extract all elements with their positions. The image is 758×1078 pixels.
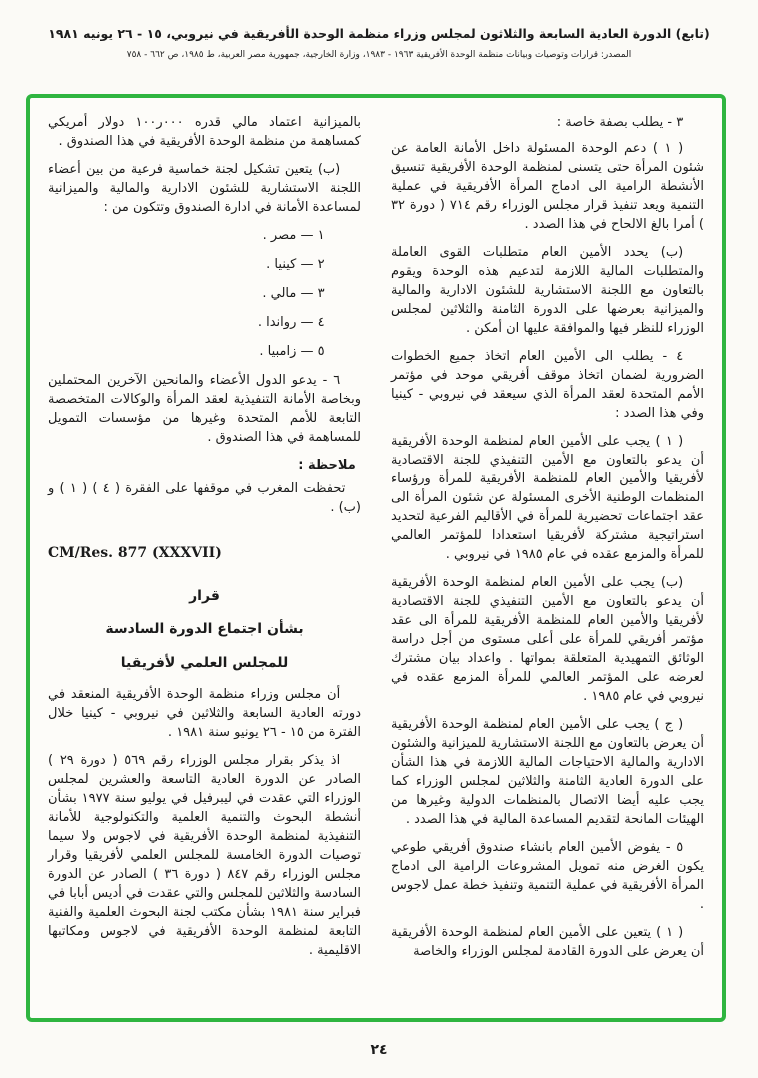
paragraph: ( ١ ) يجب على الأمين العام لمنظمة الوحدة الأفريقية أن يدعو بالتعاون مع الأمين التنفيذي للجنة الاقتصادية لأفريقيا والأمين العام للمنظمة الأفريقية للمرأة ورؤساء المنظمات الوطنية الأخرى المسئولة عن شئون المرأة الى عقد اجتماعات تحضيرية للمرأة في الأقاليم الفرعية لتحديد استراتيجية مشتركة لأفريقيا استعدادا للمؤتمر العالمي للمرأة والمزمع عقده في عام ١٩٨٥ في نيروبي . (391, 433, 704, 563)
list-item: ٣ — مالي . (262, 285, 325, 301)
content-border-box (26, 94, 726, 1022)
paragraph: ٥ - يفوض الأمين العام بانشاء صندوق أفريقي طوعي يكون الغرض منه تمويل المشروعات الرامية الى ادماج المرأة الأفريقية في عملية التنمية وتنفيذ خطة عمل لاجوس . (391, 839, 704, 912)
resolution-subtitle: بشأن اجتماع الدورة السادسة (105, 621, 304, 638)
paragraph: (ب) يتعين تشكيل لجنة خماسية فرعية من بين أعضاء اللجنة الاستشارية للشئون الادارية والمالية والميزانية لمساعدة الأمانة في ادارة الصندوق وتتكون من : (48, 161, 361, 215)
paragraph: (ب) يجب على الأمين العام لمنظمة الوحدة الأفريقية أن يدعو بالتعاون مع الأمين التنفيذي للجنة الاقتصادية لأفريقيا والأمين العام للمنظمة الأفريقية للمرأة الى عقد مؤتمر أفريقي للمرأة على أعلى مستوى من أجل دراسة الوثائق التمهيدية المتعلقة بمواتها . واعداد بيان مشترك لعرضه على المؤتمر العالمي للمرأة المزمع عقده في نيروبي في عام ١٩٨٥ . (391, 575, 704, 705)
list-item: ٢ — كينيا . (266, 256, 325, 272)
header-title: (تابع) الدورة العادية السابعة والثلاثون لمجلس وزراء منظمة الوحدة الأفريقية في نيروبي، ١٥ - ٢٦ يونيه ١٩٨١ (48, 26, 710, 41)
two-column-layout (48, 114, 704, 1008)
paragraph: (ب) يحدد الأمين العام متطلبات القوى العاملة والمتطلبات المالية اللازمة لتدعيم هذه الوحدة ويقوم بالتعاون مع اللجنة الاستشارية للشئون الادارية والمالية والميزانية بعرضها على الدورة الثامنة والثلاثين لمجلس الوزراء للنظر فيها والموافقة عليها ان أمكن . (391, 244, 704, 336)
header-source-line: المصدر: قرارات وتوصيات وبيانات منظمة الوحدة الأفريقية ١٩٦٣ - ١٩٨٣، وزارة الخارجية، جمهورية مصر العربية، ط ١٩٨٥، ص ٦٦٢ - ٧٥٨ (126, 50, 632, 60)
paragraph: اذ يذكر بقرار مجلس الوزراء رقم ٥٦٩ ( دورة ٢٩ ) الصادر عن الدورة العادية التاسعة والعشرين لمجلس الوزراء التي عقدت في ليبرفيل في يوليو سنة ١٩٧٧ بشأن أنشطة البحوث والتنمية العلمية والتكنولوجية للأمانة التنفيذية لمنظمة الوحدة الأفريقية في لاجوس ولا سيما توصيات الدورة الخامسة للمجلس العلمي لأفريقيا وقرار مجلس الوزراء رقم ٨٤٧ ( دورة ٣٦ ) الصادر عن الدورة السادسة والثلاثين للمجلس والتي عقدت في أديس أبابا في فبراير سنة ١٩٨١ بشأن مكتب لجنة البحوث العلمية والفنية التابعة لمنظمة الوحدة الأفريقية في لاجوس ومكاتبها الاقليمية . (48, 753, 362, 958)
page-header (0, 0, 758, 60)
paragraph: أن مجلس وزراء منظمة الوحدة الأفريقية المنعقد في دورته العادية السابعة والثلاثين في نيروبي - كينيا خلال الفترة من ١٥ - ٢٦ يونيو سنة ١٩٨١ . (48, 687, 361, 741)
paragraph: ( ١ ) دعم الوحدة المسئولة داخل الأمانة العامة عن شئون المرأة حتى يتسنى لمنظمة الوحدة الأفريقية تنسيق الأنشطة الرامية الى ادماج المرأة الأفريقية في عملية التنمية ويعد تنفيذ قرار مجلس الوزراء رقم ٧١٤ ( دورة ٣٢ ) أمرا بالغ الالحاح في هذا الصدد . (391, 140, 705, 232)
paragraph: ( ١ ) يتعين على الأمين العام لمنظمة الوحدة الأفريقية أن يعرض على الدورة القادمة لمجلس الوزراء والخاصة (391, 924, 704, 959)
note-body: تحفظت المغرب في موقفها على الفقرة ( ٤ ) ( ١ ) و (ب) . (48, 480, 361, 515)
list-item: ٥ — زامبيا . (259, 343, 325, 359)
list-item: ١ — مصر . (262, 227, 325, 243)
right-column (391, 114, 704, 1008)
resolution-id: CM/Res. 877 (XXXVII) (48, 545, 222, 562)
paragraph: ( ج ) يجب على الأمين العام لمنظمة الوحدة الأفريقية أن يعرض بالتعاون مع اللجنة الاستشارية للميزانية والشئون الادارية والمالية الاحتياجات المالية اللازمة في هذا الشأن على الدورة العادية الثامنة والثلاثين لمجلس الوزراء كما يجب عليه أيضا الاتصال بالمنظمات الدولية وغيرها من الهيئات المانحة لتقديم المساعدة المالية في هذا الصدد . (391, 717, 704, 827)
country-list (48, 227, 325, 362)
paragraph: بالميزانية اعتماد مالي قدره ٠٠٠ر١٠٠ دولار أمريكي كمساهمة من منظمة الوحدة الأفريقية في هذا الصندوق . (48, 115, 361, 149)
list-item: ٤ — رواندا . (257, 314, 325, 330)
page-number: ٢٤ (370, 1042, 388, 1058)
paragraph: ٦ - يدعو الدول الأعضاء والمانحين الآخرين المحتملين وبخاصة الأمانة التنفيذية لعقد المرأة والوكالات المتخصصة التابعة للأمم المتحدة وغيرها من مؤسسات التمويل للمساهمة في هذا الصندوق . (48, 372, 361, 445)
resolution-title: قرار (189, 587, 220, 604)
resolution-subtitle: للمجلس العلمي لأفريقيا (120, 654, 289, 671)
paragraph: ٤ - يطلب الى الأمين العام اتخاذ جميع الخطوات الضرورية لضمان اتخاذ موقف أفريقي موحد في مؤتمر الأمم المتحدة لعقد المرأة الذي سيعقد في نيروبي - كينيا وفي هذا الصدد : (391, 348, 704, 421)
paragraph: ٣ - يطلب بصفة خاصة : (556, 115, 684, 130)
left-column (48, 114, 361, 1008)
note-label: ملاحظة : (298, 457, 356, 473)
